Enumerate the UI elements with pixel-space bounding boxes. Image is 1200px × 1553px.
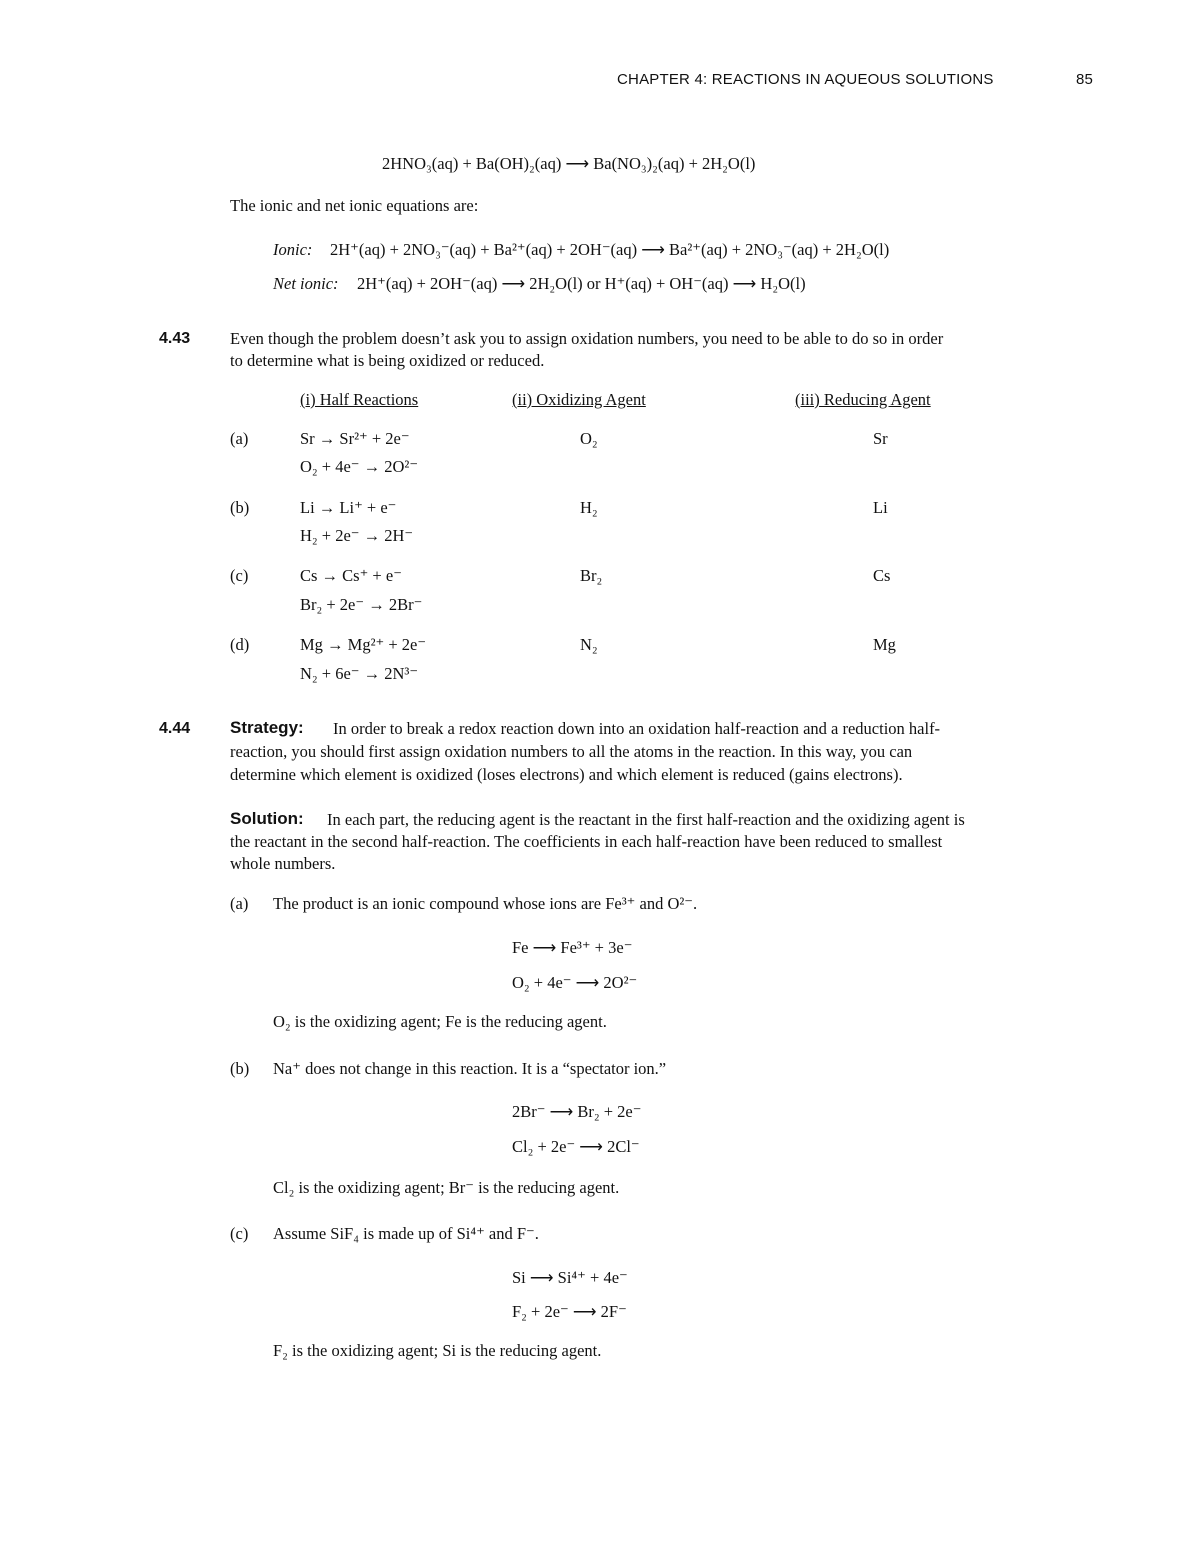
problem-number-4-44: 4.44	[159, 720, 191, 737]
row-label: (d)	[230, 635, 250, 654]
half-reaction-reduction: H₂ + 2e⁻ → 2H⁻	[300, 526, 414, 545]
half-equation-reduction: O₂ + 4e⁻ ⟶ 2O²⁻	[512, 973, 638, 992]
row-label: (c)	[230, 566, 249, 585]
part-intro: The product is an ionic compound whose ions are Fe³⁺ and O²⁻.	[273, 894, 698, 913]
half-equation-oxidation: 2Br⁻ ⟶ Br₂ + 2e⁻	[512, 1102, 642, 1121]
half-reaction-reduction: N₂ + 6e⁻ → 2N³⁻	[300, 664, 419, 683]
strategy-text-line3: determine which element is oxidized (loses electrons) and which element is reduced (gains electrons).	[230, 765, 903, 784]
half-reaction-reduction: O₂ + 4e⁻ → 2O²⁻	[300, 457, 419, 476]
strategy-text-line2: reaction, you should first assign oxidation numbers to all the atoms in the reaction. In this way, you can	[230, 742, 913, 761]
reducing-agent: Li	[873, 498, 888, 517]
problem-number-4-43: 4.43	[159, 330, 191, 347]
problem-4-43-text-line2: to determine what is being oxidized or reduced.	[230, 351, 545, 370]
ionic-label: Ionic:	[273, 240, 313, 259]
oxidizing-agent: N₂	[580, 635, 598, 654]
problem-4-43-text-line1: Even though the problem doesn’t ask you to assign oxidation numbers, you need to be able to do so in order	[230, 329, 944, 348]
strategy-text-line1: In order to break a redox reaction down into an oxidation half-reaction and a reduction half-	[333, 719, 941, 738]
part-intro: Assume SiF₄ is made up of Si⁴⁺ and F⁻.	[273, 1224, 539, 1243]
reducing-agent: Sr	[873, 429, 888, 448]
row-label: (a)	[230, 429, 249, 448]
row-label: (b)	[230, 498, 250, 517]
part-label: (c)	[230, 1224, 249, 1243]
net-ionic-equation: 2H⁺(aq) + 2OH⁻(aq) ⟶ 2H₂O(l) or H⁺(aq) + OH⁻(aq) ⟶ H₂O(l)	[357, 274, 806, 293]
part-conclusion: O₂ is the oxidizing agent; Fe is the reducing agent.	[273, 1012, 607, 1031]
half-reaction-oxidation: Mg → Mg²⁺ + 2e⁻	[300, 635, 427, 654]
half-reaction-oxidation: Sr → Sr²⁺ + 2e⁻	[300, 429, 410, 448]
oxidizing-agent: O₂	[580, 429, 598, 448]
half-reaction-oxidation: Li → Li⁺ + e⁻	[300, 498, 397, 517]
solution-text-line2: the reactant in the second half-reaction. The coefficients in each half-reaction have been reduced to smallest	[230, 832, 943, 851]
part-label: (a)	[230, 894, 249, 913]
oxidizing-agent: H₂	[580, 498, 598, 517]
part-conclusion: Cl₂ is the oxidizing agent; Br⁻ is the reducing agent.	[273, 1178, 620, 1197]
half-reaction-reduction: Br₂ + 2e⁻ → 2Br⁻	[300, 595, 423, 614]
solution-label: Solution:	[230, 809, 304, 828]
half-equation-oxidation: Fe ⟶ Fe³⁺ + 3e⁻	[512, 938, 633, 957]
strategy-label: Strategy:	[230, 718, 304, 737]
page-number: 85	[1076, 71, 1094, 88]
solution-text-line3: whole numbers.	[230, 854, 336, 873]
reducing-agent: Mg	[873, 635, 896, 654]
ionic-intro: The ionic and net ionic equations are:	[230, 196, 479, 215]
half-equation-reduction: Cl₂ + 2e⁻ ⟶ 2Cl⁻	[512, 1137, 640, 1156]
part-label: (b)	[230, 1059, 250, 1078]
ionic-equation: 2H⁺(aq) + 2NO₃⁻(aq) + Ba²⁺(aq) + 2OH⁻(aq) ⟶ Ba²⁺(aq) + 2NO₃⁻(aq) + 2H₂O(l)	[330, 240, 890, 259]
half-reaction-oxidation: Cs → Cs⁺ + e⁻	[300, 566, 402, 585]
chapter-header: CHAPTER 4: REACTIONS IN AQUEOUS SOLUTIONS	[617, 71, 994, 88]
column-header-oxidizing-agent: (ii) Oxidizing Agent	[512, 390, 646, 409]
part-intro: Na⁺ does not change in this reaction. It is a “spectator ion.”	[273, 1059, 667, 1078]
molecular-equation: 2HNO₃(aq) + Ba(OH)₂(aq) ⟶ Ba(NO₃)₂(aq) + 2H₂O(l)	[382, 154, 756, 173]
column-header-half-reactions: (i) Half Reactions	[300, 390, 419, 409]
solution-text-line1: In each part, the reducing agent is the reactant in the first half-reaction and the oxidizing agent is	[327, 810, 965, 829]
part-conclusion: F₂ is the oxidizing agent; Si is the reducing agent.	[273, 1341, 602, 1360]
oxidizing-agent: Br₂	[580, 566, 603, 585]
half-equation-reduction: F₂ + 2e⁻ ⟶ 2F⁻	[512, 1302, 627, 1321]
column-header-reducing-agent: (iii) Reducing Agent	[795, 390, 931, 409]
reducing-agent: Cs	[873, 566, 891, 585]
net-ionic-label: Net ionic:	[273, 274, 339, 293]
half-equation-oxidation: Si ⟶ Si⁴⁺ + 4e⁻	[512, 1268, 628, 1287]
